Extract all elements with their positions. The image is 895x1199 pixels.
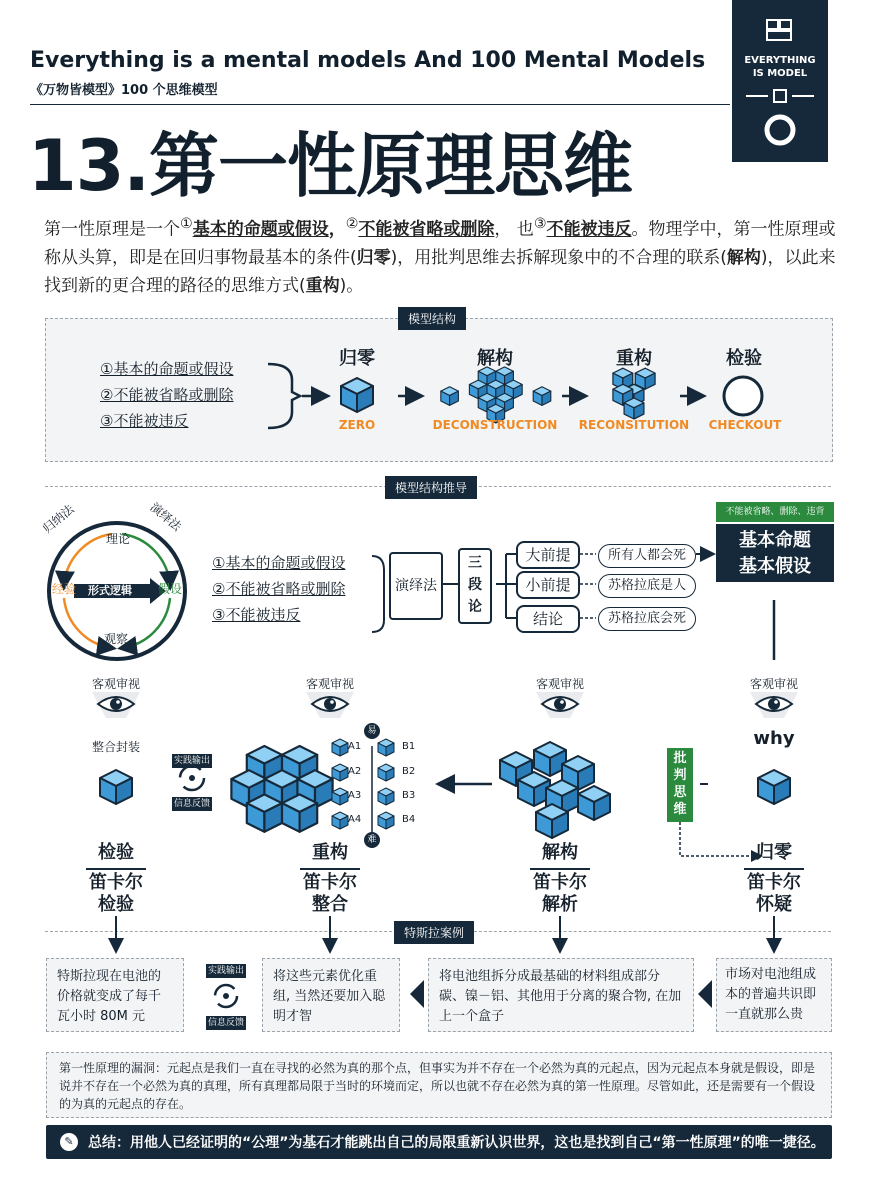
a3-label: A3 (348, 790, 362, 801)
intro-key: 不能被违反 (546, 219, 632, 240)
intro-text: )，用批判思维去拆解现象中的不合理的联系( (390, 247, 727, 268)
intro-text: )。 (339, 275, 364, 296)
note-icon: ✎ (60, 1133, 78, 1151)
page-title: 13.第一性原理思维 (28, 125, 633, 207)
why-label: why (753, 728, 795, 749)
intro-text: ， (328, 219, 346, 240)
intro-text: 。物理学中，第一性原理或称从头算，即是在回归事物最基本的条件( (44, 219, 836, 268)
flaw-note: 第一性原理的漏洞：元起点是我们一直在寻找的必然为真的那个点，但事实为并不存在一个必然为真的元起点，因为元起点本身就是假设，即是说并不存在一个必然为真的真理，所有真理都局限于当时的环境而定，所以也就不存在必然为真的第一性原理。尽管如此，还是需要有一个假设的为真的元起点的存在。 (46, 1052, 832, 1118)
b1-label: B1 (402, 741, 416, 752)
intro-key: 不能被省略或删除 (358, 219, 495, 240)
badge-circle-icon (763, 113, 797, 147)
node-checkout-label: 检验 (726, 348, 762, 369)
stage-deconstruct (520, 842, 600, 916)
circle-left-arc-label: 归纳法 (40, 501, 77, 536)
premise-minor-text: 苏格拉底是人 (598, 574, 696, 598)
stage-top: 重构 (312, 842, 348, 863)
stage-top: 归零 (756, 842, 792, 863)
badge-divider-icon (746, 88, 814, 102)
a-cubes-icon (332, 739, 394, 829)
intro-bold: 重构 (305, 275, 340, 296)
b2-label: B2 (402, 766, 416, 777)
intro-num: ③ (533, 216, 547, 232)
premise-conclusion-text: 苏格拉底会死 (598, 607, 696, 631)
syllogism-box (458, 548, 492, 624)
reconstruct-cluster-icon (231, 746, 332, 832)
intro-key: 基本的命题或假设 (192, 219, 329, 240)
observe-label: 客观审视 (305, 677, 354, 691)
a4-label: A4 (348, 814, 362, 825)
circle-bottom-label: 观察 (104, 632, 129, 646)
stage-top: 检验 (98, 842, 134, 863)
b3-label: B3 (402, 790, 416, 801)
tesla-feedback: 信息反馈 (207, 1018, 244, 1028)
summary-bar (46, 1125, 832, 1159)
structure-list-item: ①基本的命题或假设 (100, 360, 234, 378)
critical-text: 批判思维 (673, 751, 687, 817)
stage-bottom: 解析 (542, 894, 578, 915)
structure-tag: 模型结构 (398, 307, 466, 330)
premise-conclusion: 结论 (516, 605, 580, 633)
structure-list-item: ③不能被违反 (100, 412, 189, 430)
a2-label: A2 (348, 766, 362, 777)
observe-label: 客观审视 (535, 677, 584, 691)
practice-out-label: 实践输出 (173, 756, 210, 766)
derivation-list-item: ①基本的命题或假设 (212, 554, 346, 572)
intro-text: ， 也 (494, 219, 534, 240)
stage-bottom: 检验 (98, 894, 134, 915)
hard-label: 难 (364, 832, 380, 848)
stage-bottom: 笛卡尔 (533, 872, 587, 893)
circle-right-arc-label: 演绎法 (147, 499, 184, 534)
intro-text: 第一性原理是一个 (44, 219, 180, 240)
basic-proposition-box (716, 524, 834, 582)
summary-text: 总结：用他人已经证明的“公理”为基石才能跳出自己的局限重新认识世界，这也是找到自己“第一性原理”的唯一捷径。 (88, 1135, 825, 1151)
feedback-label: 信息反馈 (173, 799, 210, 809)
intro-num: ① (180, 216, 193, 232)
easy-label: 易 (364, 723, 380, 739)
critical-thinking-label (667, 748, 693, 822)
package-cube-icon (100, 770, 132, 804)
node-checkout-en: CHECKOUT (708, 418, 782, 432)
circle-top-label: 理论 (106, 532, 131, 546)
syllogism-text: 三段论 (468, 555, 482, 615)
tesla-tag: 特斯拉案例 (394, 921, 474, 944)
constraint-tag: 不能被省略、删除、违背 (716, 502, 834, 522)
node-deconstruct-en: DECONSTRUCTION (432, 418, 558, 432)
stage-bottom: 怀疑 (756, 894, 792, 915)
deconstruct-cluster-icon (500, 742, 610, 838)
stage-bottom: 笛卡尔 (303, 872, 357, 893)
basic-line: 基本命题 (739, 530, 811, 551)
structure-list-item: ②不能被省略或删除 (100, 386, 234, 404)
stage-zero (734, 842, 814, 916)
header-title-cn: 《万物皆模型》100 个思维模型 (30, 83, 218, 98)
tesla-practice-out: 实践输出 (207, 966, 244, 976)
zero-cube-icon (341, 378, 373, 412)
node-reconstruct-label: 重构 (616, 348, 652, 369)
node-reconstruct-en: RECONSITUTION (578, 418, 690, 432)
stage-reconstruct (290, 842, 370, 916)
intro-text: )，以此来找到新的更合理的路径的思维方式( (44, 247, 836, 296)
node-zero-en: ZERO (338, 418, 376, 432)
premise-major-text: 所有人都会死 (598, 544, 696, 568)
tesla-card-zero: 市场对电池组成本的普遍共识即一直就那么贵 (716, 958, 832, 1032)
brand-badge (732, 0, 828, 162)
intro-bold: 归零 (356, 247, 391, 268)
reconstruct-cubes-icon (613, 368, 655, 419)
circle-right-label: 假设 (158, 582, 183, 596)
b4-label: B4 (402, 814, 416, 825)
stage-bottom: 整合 (312, 894, 348, 915)
badge-line2: IS MODEL (752, 68, 808, 79)
circle-left-label: 经验 (52, 582, 77, 596)
header-rule (30, 104, 730, 105)
observe-label: 客观审视 (749, 677, 798, 691)
derivation-list-item: ③不能被违反 (212, 606, 301, 624)
premise-minor: 小前提 (516, 571, 580, 599)
tesla-card-result: 特斯拉现在电池的价格就变成了每千瓦小时 80M 元 (46, 958, 184, 1032)
intro-num: ② (345, 216, 359, 232)
package-label: 整合封装 (91, 740, 140, 754)
node-zero-label: 归零 (339, 348, 375, 369)
tesla-card-deconstruct: 将电池组拆分成最基础的材料组成部分碳、镍－铝、其他用于分离的聚合物, 在加上一个盒子 (428, 958, 694, 1032)
deconstruct-cubes-icon (441, 367, 551, 423)
derivation-list-item: ②不能被省略或删除 (212, 580, 346, 598)
checkout-circle-icon (724, 377, 762, 415)
stage-check (76, 842, 156, 916)
circle-center-label: 形式逻辑 (88, 584, 132, 597)
intro-paragraph (44, 210, 844, 300)
derivation-tag: 模型结构推导 (385, 476, 477, 499)
zero-cube-icon (758, 770, 790, 804)
tesla-card-rebuild: 将这些元素优化重组, 当然还要加入聪明才智 (262, 958, 400, 1032)
premise-major: 大前提 (516, 541, 580, 569)
brand-logo-icon (765, 18, 793, 42)
stage-bottom: 笛卡尔 (747, 872, 801, 893)
basic-line: 基本假设 (739, 556, 811, 577)
node-deconstruct-label: 解构 (477, 348, 513, 369)
header-title-en: Everything is a mental models And 100 Mental Models (30, 48, 706, 73)
badge-line1: EVERYTHING (744, 55, 816, 66)
observe-label: 客观审视 (91, 677, 140, 691)
stage-bottom: 笛卡尔 (89, 872, 143, 893)
stage-top: 解构 (542, 842, 578, 863)
a1-label: A1 (348, 741, 362, 752)
intro-bold: 解构 (726, 247, 761, 268)
method-box: 演绎法 (389, 552, 443, 620)
